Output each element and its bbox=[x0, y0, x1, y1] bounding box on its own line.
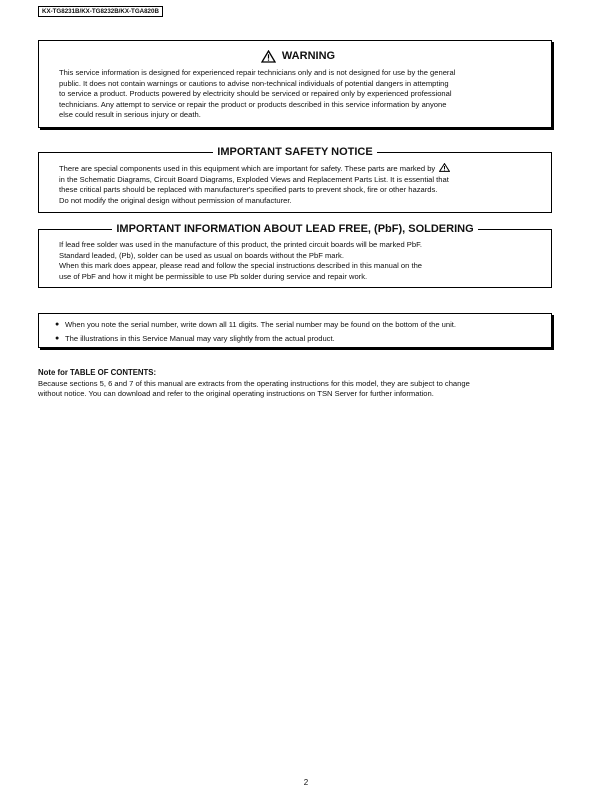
page-number: 2 bbox=[303, 778, 309, 787]
lead-free-heading bbox=[39, 223, 551, 236]
bullet-text: The illustrations in this Service Manual may vary slightly from the actual product. bbox=[65, 333, 335, 343]
warning-box bbox=[38, 40, 552, 128]
safety-mark-icon bbox=[439, 163, 450, 172]
warning-line: public. It does not contain warnings or cautions to advise non-technical individuals of potential dangers in attempting bbox=[59, 78, 449, 88]
toc-note-line: without notice. You can download and refer to the original operating instructions on TSN Server for further information. bbox=[38, 389, 434, 399]
warning-line: else could result in serious injury or death. bbox=[59, 110, 201, 120]
safety-notice-line: Do not modify the original design without permission of manufacturer. bbox=[59, 195, 292, 205]
warning-title: WARNING bbox=[281, 50, 336, 62]
lead-free-line: If lead free solder was used in the manufacture of this product, the printed circuit boards will be marked PbF. bbox=[59, 240, 422, 249]
warning-line: This service information is designed for experienced repair technicians only and is not designed for use by the general bbox=[59, 68, 456, 77]
safety-notice-line: these critical parts should be replaced with manufacturer's specified parts to prevent shock, fire or other hazards. bbox=[59, 185, 438, 195]
safety-notice-heading bbox=[39, 146, 551, 159]
bullet-icon: ● bbox=[55, 334, 60, 342]
toc-note-heading: Note for TABLE OF CONTENTS: bbox=[38, 368, 157, 377]
toc-note bbox=[38, 368, 558, 400]
list-item bbox=[55, 320, 541, 331]
lead-free-line: When this mark does appear, please read and follow the special instructions described in this manual on the bbox=[59, 261, 423, 271]
toc-note-line: Because sections 5, 6 and 7 of this manual are extracts from the operating instructions for this model, they are subject to change bbox=[38, 378, 470, 388]
safety-notice-line: in the Schematic Diagrams, Circuit Board Diagrams, Exploded Views and Replacement Parts List. It is essential that bbox=[59, 174, 449, 184]
warning-triangle-icon bbox=[261, 50, 276, 63]
bullet-text: When you note the serial number, write down all 11 digits. The serial number may be found on the bottom of the unit. bbox=[65, 320, 457, 329]
lead-free-line: Standard leaded, (Pb), solder can be used as usual on boards without the PbF mark. bbox=[59, 250, 344, 260]
notes-box bbox=[38, 313, 552, 348]
safety-notice-box bbox=[38, 146, 552, 213]
warning-heading bbox=[59, 49, 537, 63]
list-item bbox=[55, 334, 541, 345]
lead-free-box bbox=[38, 223, 552, 288]
lead-free-line: use of PbF and how it might be permissible to use Pb solder during service and repair work. bbox=[59, 271, 368, 281]
safety-notice-line-text: There are special components used in this equipment which are important for safety. These parts are marked by bbox=[59, 164, 436, 173]
safety-notice-line bbox=[59, 163, 537, 175]
lead-free-title: IMPORTANT INFORMATION ABOUT LEAD FREE, (PbF), SOLDERING bbox=[112, 223, 477, 235]
warning-line: technicians. Any attempt to service or repair the product or products described in this service information by anyone bbox=[59, 99, 447, 109]
safety-notice-title: IMPORTANT SAFETY NOTICE bbox=[213, 146, 376, 158]
bullet-icon: ● bbox=[55, 321, 60, 328]
model-number-tag: KX-TG8231B/KX-TG8232B/KX-TGA820B bbox=[38, 6, 163, 17]
warning-line: to service a product. Products powered by electricity should be serviced or repaired only by experienced professional bbox=[59, 89, 452, 99]
